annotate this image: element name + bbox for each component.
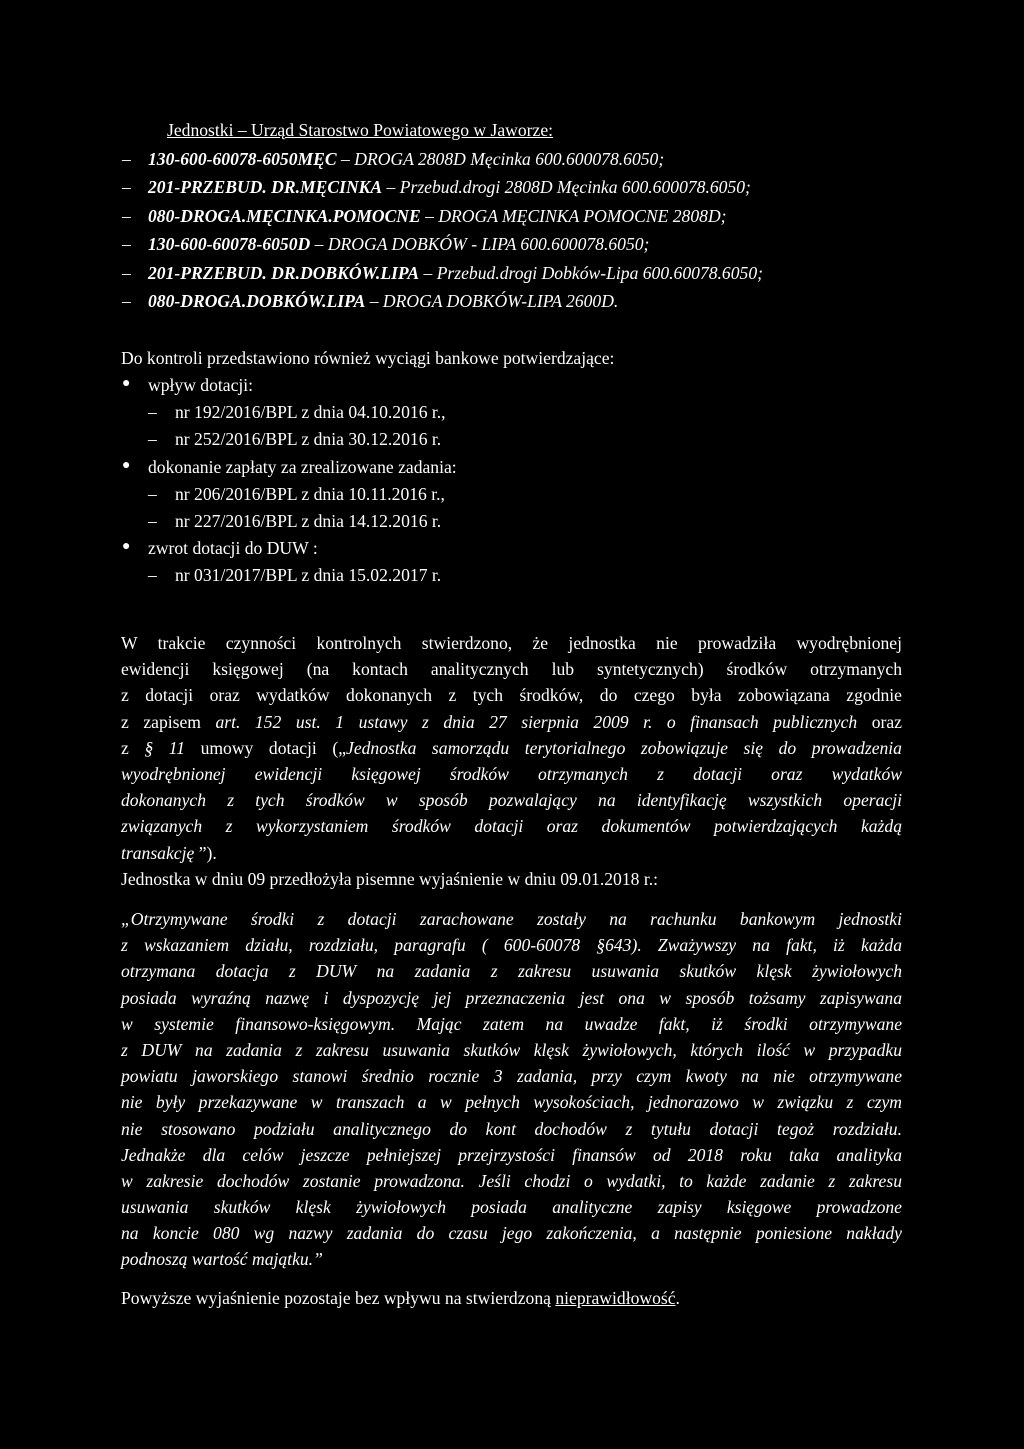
findings-line: transakcję ”). [121, 842, 217, 863]
account-description: – DROGA 2808D Męcinka 600.600078.6050; [336, 149, 665, 169]
findings-line: związanych z wykorzystaniem środków dotacji oraz dokumentów potwierdzających każdą [121, 816, 902, 837]
statement-text: nr 031/2017/BPL z dnia 15.02.2017 r. [175, 565, 442, 586]
dash-marker: – [148, 511, 157, 531]
group-title: dokonanie zapłaty za zrealizowane zadania: [148, 456, 457, 477]
account-description: – Przebud.drogi 2808D Męcinka 600.600078.6050; [382, 177, 751, 198]
statements-intro: Do kontroli przedstawiono również wyciągi bankowe potwierdzające: [121, 348, 615, 368]
account-description: – DROGA DOBKÓW - LIPA 600.600078.6050; [310, 234, 650, 255]
dash-marker: – [148, 483, 157, 504]
account-description: – DROGA MĘCINKA POMOCNE 2808D; [420, 205, 727, 226]
bullet-marker: ● [122, 376, 131, 391]
quote-line: w zakresie dochodów zostanie prowadzona. Jeśli chodzi o wydatki, to każde zadanie z zakresu [121, 1170, 902, 1191]
account-code: 130-600-60078-6050D [148, 234, 311, 255]
quote-line: Jednakże dla celów jeszcze pełniejszej przejrzystości finansów od 2018 roku taka analityka [121, 1144, 902, 1165]
quote-line: na koncie 080 wg nazwy zadania do czasu jego zakończenia, a następnie poniesione nakłady [121, 1223, 902, 1244]
statement-text: nr 206/2016/BPL z dnia 10.11.2016 r., [175, 483, 445, 504]
findings-line: W trakcie czynności kontrolnych stwierdzono, że jednostka nie prowadziła wyodrębnionej [121, 633, 902, 653]
dash-marker: – [148, 429, 157, 450]
quote-line: w systemie finansowo-księgowym. Mając zatem na uwadze fakt, iż środki otrzymywane [121, 1013, 902, 1034]
dash-marker: – [122, 291, 131, 311]
findings-line: z § 11 umowy dotacji („Jednostka samorządu terytorialnego zobowiązuje się do prowadzenia [121, 737, 902, 758]
dash-marker: – [122, 205, 131, 226]
dash-marker: – [122, 149, 131, 169]
dash-marker: – [148, 402, 157, 423]
account-description: – Przebud.drogi Dobków-Lipa 600.60078.6050; [419, 262, 763, 283]
account-code: 130-600-60078-6050MĘC [148, 149, 337, 169]
findings-line: z dotacji oraz wydatków dokonanych z tych środków, do czego była zobowiązana zgodnie [121, 685, 902, 706]
quote-line: nie były przekazywane w transzach a w pełnych wysokościach, jednorazowo w związku z czym [121, 1092, 902, 1113]
quote-line: „Otrzymywane środki z dotacji zarachowane zostały na rachunku bankowym jednostki [121, 909, 902, 929]
quote-line: podnoszą wartość majątku.” [121, 1249, 323, 1270]
quote-line: powiatu jaworskiego stanowi średnio rocznie 3 zadania, przy czym kwoty na nie otrzymywane [121, 1066, 902, 1087]
account-code: 201-PRZEBUD. DR.MĘCINKA [148, 177, 383, 198]
account-code: 080-DROGA.DOBKÓW.LIPA [148, 291, 366, 311]
quote-line: otrzymana dotacja z DUW na zadania z zakresu usuwania skutków klęsk żywiołowych [121, 961, 902, 982]
quote-line: posiada wyraźną nazwę i dyspozycję jej przeznaczenia jest ona w sposób tożsamy zapisywana [121, 987, 902, 1008]
dash-marker: – [122, 177, 131, 198]
group-title: wpływ dotacji: [148, 375, 254, 395]
statement-text: nr 227/2016/BPL z dnia 14.12.2016 r. [175, 511, 442, 531]
findings-line: z zapisem art. 152 ust. 1 ustawy z dnia 27 sierpnia 2009 r. o finansach publicznych oraz [121, 711, 902, 732]
section-header: Jednostki – Urząd Starostwo Powiatowego w Jaworze: [167, 120, 554, 140]
account-code: 201-PRZEBUD. DR.DOBKÓW.LIPA [148, 262, 420, 283]
quote-line: z DUW na zadania z zakresu usuwania skutków klęsk żywiołowych, których ilość w przypadku [121, 1039, 902, 1060]
dash-marker: – [122, 234, 131, 255]
quote-line: nie stosowano podziału analitycznego do kont dochodów z tytułu dotacji tegoż rozdziału. [121, 1118, 902, 1139]
statement-text: nr 192/2016/BPL z dnia 04.10.2016 r., [175, 402, 446, 423]
quote-line: z wskazaniem działu, rozdziału, paragrafu ( 600-60078 §643). Zważywszy na fakt, iż każda [121, 935, 902, 956]
account-code: 080-DROGA.MĘCINKA.POMOCNE [148, 205, 421, 226]
bullet-marker: ● [122, 457, 131, 473]
bullet-marker: ● [122, 539, 131, 555]
statement-text: nr 252/2016/BPL z dnia 30.12.2016 r. [175, 429, 442, 450]
account-description: – DROGA DOBKÓW-LIPA 2600D. [365, 291, 619, 311]
findings-paragraph [121, 630, 902, 892]
explanation-intro: Jednostka w dniu 09 przedłożyła pisemne wyjaśnienie w dniu 09.01.2018 r.: [121, 868, 659, 889]
findings-line: dokonanych z tych środków w sposób pozwalający na identyfikację wszystkich operacji [121, 790, 902, 811]
conclusion: Powyższe wyjaśnienie pozostaje bez wpływu na stwierdzoną nieprawidłowość. [121, 1288, 680, 1308]
dash-marker: – [148, 565, 157, 586]
explanation-quote [121, 906, 902, 1273]
quote-line: usuwania skutków klęsk żywiołowych posiada analityczne zapisy księgowe prowadzone [121, 1197, 902, 1218]
dash-marker: – [122, 262, 131, 283]
findings-line: wyodrębnionej ewidencji księgowej środków otrzymanych z dotacji oraz wydatków [121, 763, 902, 784]
findings-line: ewidencji księgowej (na kontach analitycznych lub syntetycznych) środków otrzymanych [121, 659, 902, 680]
group-title: zwrot dotacji do DUW : [148, 538, 318, 559]
